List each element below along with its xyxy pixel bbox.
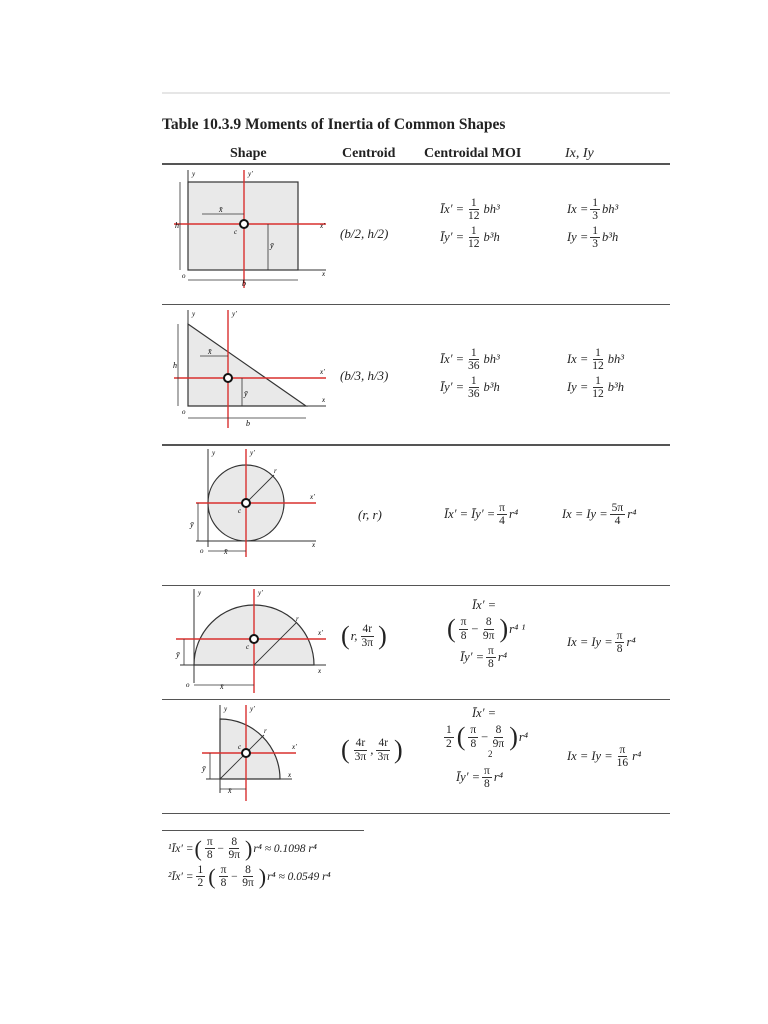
frac-num: 1 [592,225,599,238]
minus: − [470,621,479,636]
svg-text:o: o [182,408,186,416]
svg-text:y: y [192,170,196,178]
fraction [590,197,600,222]
frac-num: 1 [595,347,601,359]
eq-rhs: b³h [602,230,619,245]
moi-semi-x-label [446,598,586,613]
fraction [219,864,229,889]
frac-num: 1 [595,375,601,388]
col-head-centroid: Centroid [342,146,396,161]
svg-text:y′: y′ [250,449,255,457]
frac-den: 8 [616,643,623,656]
moi-quarter-y [442,765,582,790]
frac-den: 3 [592,210,599,223]
eq-rhs: b³h [483,380,500,395]
centroid-quarter-circle [340,737,404,763]
svg-text:x: x [312,541,316,549]
svg-text:c: c [238,743,242,751]
eq-lhs: Īx′ = [440,352,465,367]
eq-lhs: Iy = [567,230,589,245]
footnote-lhs: ¹Īx′ = [168,842,194,855]
paren-close: ) [258,863,267,889]
svg-text:y′: y′ [248,170,253,178]
eq-lhs: Īx′ = Īy′ = [444,507,496,522]
eq-rhs: r⁴ [493,770,504,785]
eq-lhs: Īx′ = [472,598,497,612]
centroid-r: r, [350,628,358,643]
frac-num: π [616,630,623,642]
svg-text:x′: x′ [320,368,325,376]
col-head-shape: Shape [230,146,267,161]
eq-rhs: r⁴ [497,650,508,665]
svg-text:o: o [200,547,204,555]
fraction [444,724,454,749]
svg-text:o: o [186,681,190,689]
frac-den: 3π [354,750,367,763]
frac-num: π [460,616,467,629]
frac-den: 12 [468,210,480,223]
moi-quarter-circle [442,703,582,793]
svg-text:b: b [242,279,246,288]
triangle-figure [166,306,336,436]
row-triangle [162,306,670,444]
row-quarter-circle [162,701,670,813]
frac-den: 4 [614,515,621,528]
paren-close: ) [245,835,253,861]
centroid-semicircle [340,623,388,649]
fraction [196,864,206,889]
footnote-mark: 2 [488,749,493,759]
moi2-rect-y [567,225,677,250]
footnote-1 [168,836,317,861]
fraction [375,737,391,762]
paren-open: ( [341,621,350,650]
svg-text:ȳ: ȳ [244,389,248,398]
frac-num: 1 [470,347,477,359]
frac-den: 36 [468,360,480,373]
table-title: Table 10.3.9 Moments of Inertia of Common Shapes [162,116,506,133]
frac-num: π [220,864,227,876]
moi2-tri-y [567,375,677,400]
svg-text:h: h [173,361,177,370]
fraction [459,616,469,641]
frac-num: 1 [470,225,477,238]
moi2-semicircle [567,627,677,658]
centroid-rectangle: (b/2, h/2) [340,226,389,241]
frac-num: 8 [485,616,492,629]
svg-text:ȳ: ȳ [202,764,206,773]
svg-text:ȳ: ȳ [176,650,180,659]
eq-lhs: Ix = [567,352,589,367]
row-divider [162,444,670,446]
frac-num: 8 [245,864,251,876]
svg-text:x′: x′ [320,222,325,230]
eq-rhs: r⁴ [632,749,642,764]
frac-num: π [488,645,494,657]
frac-num: 1 [470,197,477,209]
fraction [360,623,376,648]
paren-open: ( [341,735,350,764]
frac-num: 4r [378,737,389,750]
frac-den: 12 [468,238,480,251]
svg-text:r: r [274,467,277,475]
fraction [240,864,256,889]
moi2-circle [562,499,672,530]
moi-semi-x-expr [446,616,586,642]
frac-num: π [470,724,477,737]
svg-text:y′: y′ [258,589,263,597]
svg-text:x′: x′ [310,493,315,501]
frac-num: π [499,502,505,514]
frac-den: 12 [592,360,604,373]
eq-rhs: r⁴ ¹ [509,621,526,636]
minus: − [230,870,239,883]
frac-den: 3 [592,238,599,251]
row-divider [162,585,670,586]
frac-den: 3π [361,636,374,649]
frac-den: 36 [468,388,480,401]
frac-den: 8 [484,778,490,791]
quarter-circle-figure [166,701,336,809]
eq-rhs: r⁴ [626,635,636,650]
frac-num: 1 [446,724,452,737]
fraction [610,502,626,527]
fraction [468,724,478,749]
frac-den: 9π [228,849,241,862]
moi2-triangle [567,344,677,403]
svg-text:ȳ: ȳ [190,520,194,529]
svg-text:y: y [198,589,202,597]
centroid-circle: (r, r) [358,507,382,522]
svg-text:ȳ: ȳ [270,241,274,250]
frac-den: 8 [220,877,227,890]
fraction [486,645,496,670]
frac-num: 1 [470,375,477,388]
frac-den: 16 [616,757,629,770]
rectangle-figure [166,166,336,296]
minus: − [480,729,489,744]
svg-text:x: x [322,396,326,404]
svg-text:c: c [238,507,242,515]
frac-num: 1 [592,197,599,209]
eq-lhs: Ix = Iy = [562,507,608,522]
frac-den: 8 [460,629,467,642]
moi2-quarter-circle [567,741,677,772]
frac-den: 12 [592,388,604,401]
eq-lhs: Īy′ = [460,650,485,665]
svg-text:r: r [264,727,267,735]
frac-den: 8 [470,737,477,750]
row-semicircle [162,587,670,699]
fraction [590,375,606,400]
fraction [353,737,369,762]
eq-lhs: Īx′ = [472,706,497,720]
paren-open: ( [194,835,202,861]
frac-num: 8 [495,724,502,737]
frac-num: 4r [362,623,373,636]
fraction [205,836,215,861]
moi-semi-y [446,645,586,670]
footnote-lhs: ²Īx′ = [168,870,194,883]
eq-rhs: bh³ [483,352,500,367]
fraction [497,502,507,527]
svg-text:x̄: x̄ [208,347,212,356]
frac-num: π [619,744,626,756]
moi-rect-x [440,197,580,222]
eq-rhs: r⁴ [518,729,529,744]
frac-den: 4 [499,515,505,528]
frac-den: 2 [446,737,452,750]
minus: − [216,842,225,855]
row-divider [162,813,670,814]
centroid-triangle: (b/3, h/3) [340,368,389,383]
paren-open: ( [447,614,456,643]
fraction [590,225,600,250]
paren-close: ) [499,614,509,643]
row-rectangle [162,166,670,304]
moi-rect-y [440,225,580,250]
fraction [466,375,482,400]
moi2-tri-x [567,347,677,372]
frac-den: 8 [206,849,213,862]
frac-num: π [206,836,213,848]
header-rule-bottom [162,163,670,165]
eq-lhs: Ix = Iy = [567,749,613,764]
fraction [590,347,606,372]
moi2-semi-eq [567,630,677,655]
eq-rhs: r⁴ [508,507,519,522]
fraction [466,197,482,222]
svg-text:c: c [234,228,238,236]
row-divider [162,699,670,700]
eq-rhs: b³h [483,230,500,245]
svg-text:y: y [212,449,216,457]
fraction [491,724,507,749]
fraction [481,616,497,641]
svg-text:x̄: x̄ [219,205,223,214]
svg-text:b: b [246,419,250,428]
svg-text:x̄: x̄ [224,547,228,556]
moi-triangle [440,344,580,403]
fraction [615,744,631,769]
svg-text:y′: y′ [232,310,237,318]
frac-den: 3π [377,750,390,763]
frac-num: 5π [611,502,624,514]
svg-text:x̄: x̄ [228,786,232,795]
moi-rectangle [440,194,580,253]
svg-text:c: c [246,643,250,651]
col-head-centroidal-moi: Centroidal MOI [424,146,522,161]
eq-rhs: bh³ [483,202,500,217]
header-rule [162,92,670,94]
circle-figure [166,447,336,581]
eq-lhs: Ix = Iy = [567,635,613,650]
svg-text:y: y [192,310,196,318]
moi-quarter-x-expr [442,724,582,750]
eq-lhs: Īy′ = [440,380,465,395]
fraction [466,225,482,250]
frac-den: 9π [482,629,495,642]
footnote-2 [168,864,331,889]
frac-den: 2 [197,877,204,890]
col-head-ixiy: Ix, Iy [565,146,594,161]
eq-lhs: Īy′ = [456,770,481,785]
svg-text:x′: x′ [292,743,297,751]
svg-text:x: x [288,771,292,779]
paren-open: ( [208,863,216,889]
fraction [466,347,482,372]
paren-close: ) [509,722,518,751]
frac-num: 8 [231,836,238,848]
moi-semicircle [446,595,586,673]
footnote-rhs: r⁴ ≈ 0.0549 r⁴ [267,870,331,883]
fraction [615,630,625,655]
frac-num: π [484,765,490,777]
frac-num: 1 [197,864,204,876]
svg-text:x: x [318,667,322,675]
fraction [226,836,242,861]
eq-rhs: bh³ [607,352,625,367]
svg-text:x: x [322,270,326,278]
eq-lhs: Iy = [567,380,589,395]
frac-den: 9π [492,737,505,750]
svg-text:x′: x′ [318,629,323,637]
row-divider [162,304,670,305]
svg-text:h: h [175,221,179,230]
comma: , [370,742,374,757]
svg-text:y: y [224,705,228,713]
eq-rhs: r⁴ [627,507,637,522]
moi-tri-y [440,375,580,400]
paren-close: ) [394,735,403,764]
eq-rhs: b³h [607,380,625,395]
eq-lhs: Īx′ = [440,202,465,217]
frac-den: 9π [242,877,254,890]
semicircle-figure [166,587,336,699]
eq-lhs: Ix = [567,202,589,217]
moi2-quarter-eq [567,744,677,769]
svg-text:o: o [182,272,186,280]
frac-num: 4r [355,737,366,750]
fraction [482,765,492,790]
svg-text:y′: y′ [250,705,255,713]
moi2-rectangle [567,194,677,253]
footnote-rhs: r⁴ ≈ 0.1098 r⁴ [253,842,317,855]
paren-close: ) [378,621,387,650]
paren-open: ( [456,722,466,751]
moi2-circle-eq [562,502,672,527]
eq-lhs: Īy′ = [440,230,465,245]
row-circle [162,447,670,585]
svg-text:x̄: x̄ [220,682,224,691]
moi2-rect-x [567,197,677,222]
moi-quarter-x-label [442,706,582,721]
frac-den: 8 [488,658,494,671]
footnote-rule [162,830,364,831]
eq-rhs: bh³ [602,202,619,217]
moi-tri-x [440,347,580,372]
svg-text:r: r [296,615,299,623]
